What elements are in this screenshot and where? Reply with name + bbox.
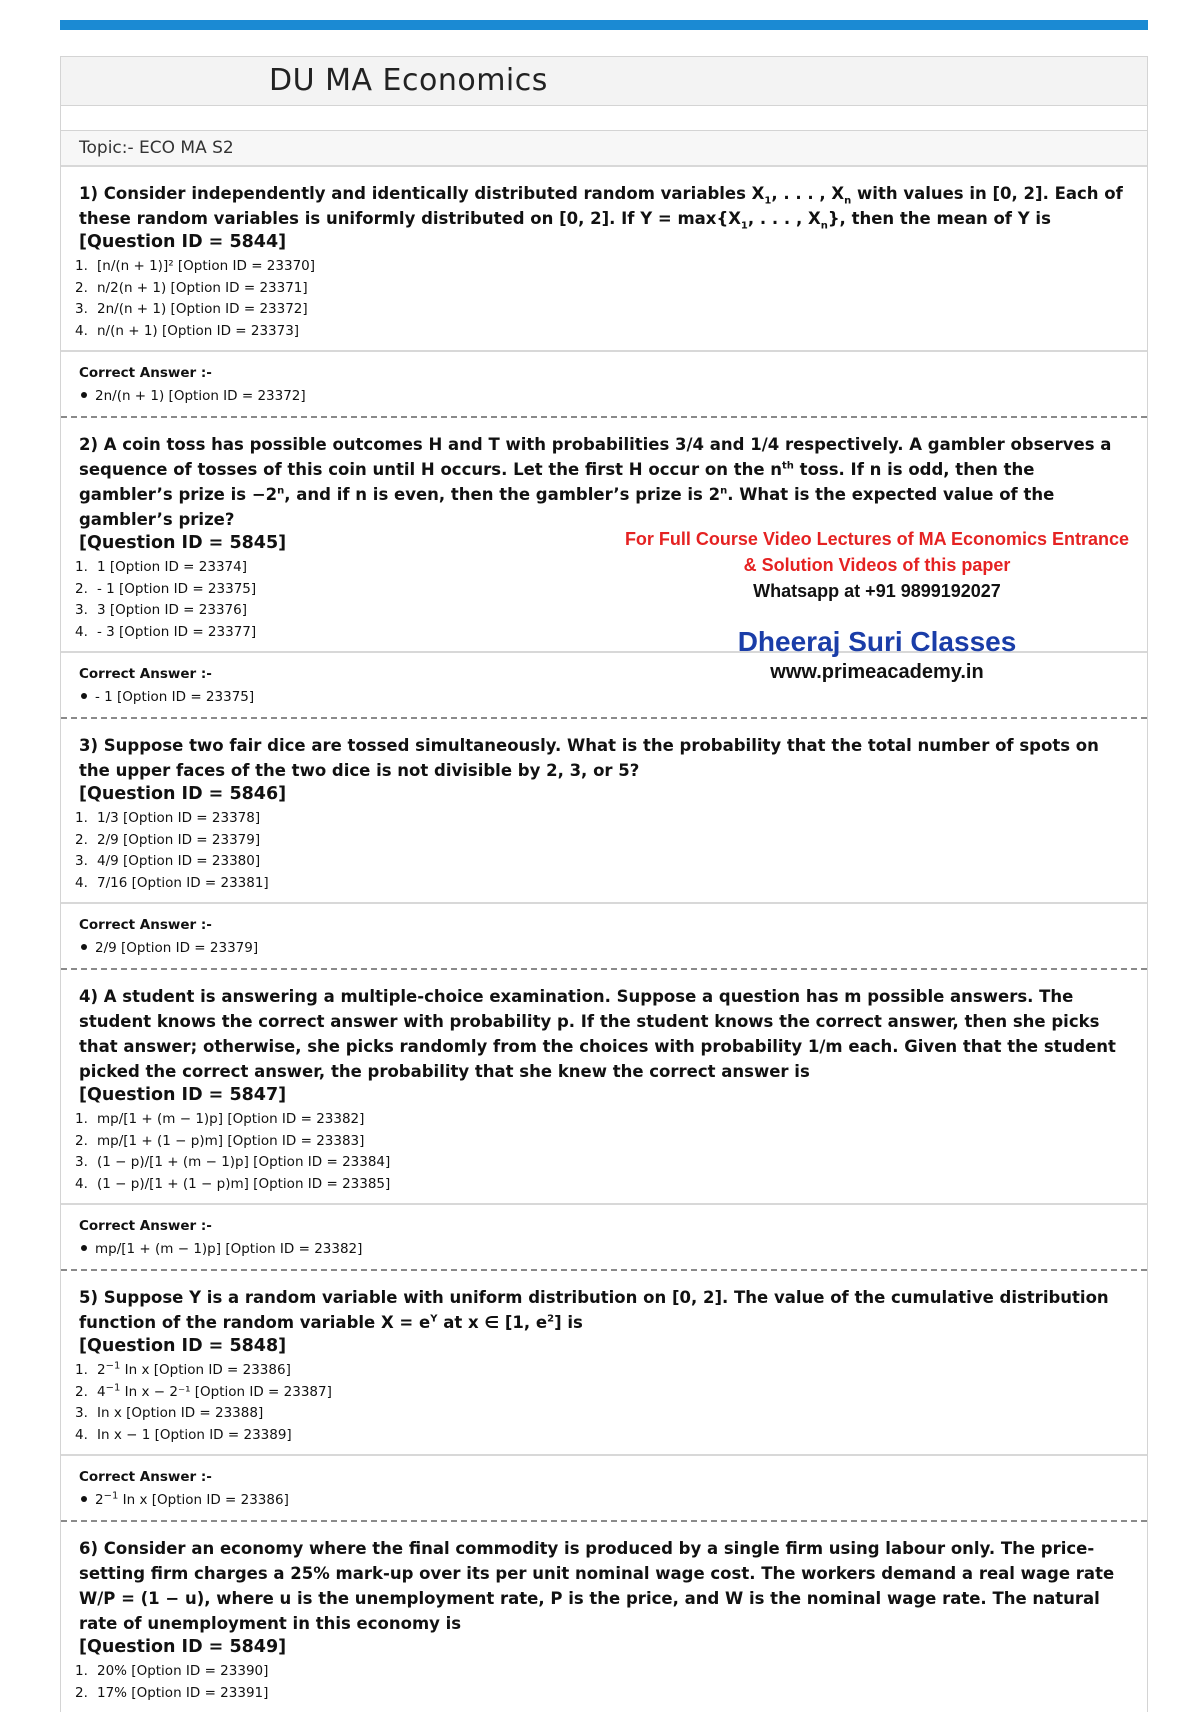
correct-answer: - 1 [Option ID = 23375]	[79, 685, 1129, 709]
bullet-icon	[81, 944, 87, 950]
option-item[interactable]: 3. In x [Option ID = 23388]	[75, 1405, 264, 1421]
bullet-icon	[81, 1496, 87, 1502]
question-block	[61, 719, 1147, 904]
option-item[interactable]: 2. mp/[1 + (1 − p)m] [Option ID = 23383]	[75, 1132, 365, 1149]
option-item[interactable]: 2. $4^{-1}$ In x − 2⁻¹ [Option ID = 23387]	[75, 1382, 332, 1400]
option-item[interactable]: 4. 7/16 [Option ID = 23381]	[75, 874, 269, 891]
question-text: 2) A coin toss has possible outcomes H and T with probabilities 3/4 and 1/4 respectively. A gambler observes a sequence of tosses of this coin until H occurs. Let the first H occur on the $n^{th}$ toss. If n is odd, then the gambler’s prize is $-2^n$, and if n is even, then the gambler’s prize is 2$^n$. What is the expected value of the gambler’s prize?	[79, 435, 1112, 529]
answer-block	[61, 1205, 1147, 1271]
correct-answer-label: Correct Answer :-	[79, 1218, 212, 1234]
top-accent-bar	[60, 20, 1148, 30]
option-item[interactable]: 3. 3 [Option ID = 23376]	[75, 602, 247, 618]
answer-block	[61, 904, 1147, 970]
question-id: [Question ID = 5848]	[79, 1336, 287, 1356]
promo-whatsapp: Whatsapp at +91 9899192027	[753, 581, 1001, 601]
option-item[interactable]: 2. 2/9 [Option ID = 23379]	[75, 831, 261, 848]
option-item[interactable]: 3. 4/9 [Option ID = 23380]	[75, 853, 261, 869]
question-text: 5) Suppose Y is a random variable with uniform distribution on [0, 2]. The value of the cumulative distribution function of the random variable $X = e^Y$ at x ∈ [1, $e^2$] is	[79, 1288, 1109, 1332]
option-item[interactable]: 3. (1 − p)/[1 + (m − 1)p] [Option ID = 23384]	[75, 1154, 391, 1170]
option-item[interactable]: 4. In x − 1 [Option ID = 23389]	[75, 1426, 292, 1443]
question-id: [Question ID = 5847]	[79, 1085, 287, 1105]
option-item[interactable]: 1. [n/(n + 1)]² [Option ID = 23370]	[75, 258, 316, 274]
correct-answer-label: Correct Answer :-	[79, 917, 212, 933]
question-text: 6) Consider an economy where the final commodity is produced by a single firm using labour only. The price-setting firm charges a 25% mark-up over its per unit nominal wage cost. The workers demand a real wage rate W/P = (1 − u), where u is the unemployment rate, P is the price, and W is the nominal wage rate. The natural rate of unemployment in this economy is	[79, 1539, 1115, 1633]
options-list	[75, 808, 1129, 894]
option-item[interactable]: 1. mp/[1 + (m − 1)p] [Option ID = 23382]	[75, 1111, 365, 1127]
promo-overlay	[620, 526, 1134, 686]
option-item[interactable]: 1. 1/3 [Option ID = 23378]	[75, 810, 261, 826]
correct-answer-label: Correct Answer :-	[79, 1469, 212, 1485]
bullet-icon	[81, 1245, 87, 1251]
spacer-row	[61, 106, 1147, 131]
answer-block	[61, 352, 1147, 418]
option-item[interactable]: 2. - 1 [Option ID = 23375]	[75, 580, 257, 597]
page-title: DU MA Economics	[269, 63, 548, 98]
topic-row	[61, 131, 1147, 167]
options-list	[75, 1360, 1129, 1446]
options-list	[75, 256, 1129, 342]
title-row	[61, 57, 1147, 106]
option-item[interactable]: 1. 1 [Option ID = 23374]	[75, 559, 247, 575]
question-paper	[60, 56, 1148, 1712]
correct-answer: $2^{-1}$ In x [Option ID = 23386]	[79, 1488, 1129, 1512]
question-text: 4) A student is answering a multiple-choice examination. Suppose a question has m possible answers. The student knows the correct answer with probability p. If the student knows the correct answer, then she picks that answer; otherwise, she picks randomly from the choices with probability 1/m each. Given that the student picked the correct answer, the probability that she knew the correct answer is	[79, 987, 1116, 1081]
question-id: [Question ID = 5849]	[79, 1637, 287, 1657]
options-list	[75, 1109, 1129, 1195]
option-item[interactable]: 4. - 3 [Option ID = 23377]	[75, 623, 257, 640]
question-text: 1) Consider independently and identically distributed random variables $X_1$, . . . , $X_n$ with values in [0, 2]. Each of these random variables is uniformly distributed on [0, 2]. If $Y = \max\{X_1$, . . . , $X_n$}, then the mean of Y is	[79, 184, 1123, 232]
correct-answer-label: Correct Answer :-	[79, 666, 212, 682]
topic-label: Topic:- ECO MA S2	[79, 138, 234, 158]
promo-brand: Dheeraj Suri Classes	[737, 626, 1017, 657]
promo-website[interactable]: www.primeacademy.in	[770, 661, 984, 683]
question-block	[61, 1271, 1147, 1456]
option-item[interactable]: 2. 17% [Option ID = 23391]	[75, 1684, 269, 1701]
question-id: [Question ID = 5844]	[79, 232, 287, 252]
correct-answer: 2n/(n + 1) [Option ID = 23372]	[79, 384, 1129, 408]
question-block	[61, 167, 1147, 352]
question-id: [Question ID = 5846]	[79, 784, 287, 804]
promo-line-2: & Solution Videos of this paper	[743, 555, 1011, 575]
option-item[interactable]: 1. $2^{-1}$ In x [Option ID = 23386]	[75, 1360, 291, 1378]
question-block	[61, 1522, 1147, 1712]
option-item[interactable]: 3. 2n/(n + 1) [Option ID = 23372]	[75, 301, 308, 317]
option-item[interactable]: 2. n/2(n + 1) [Option ID = 23371]	[75, 279, 308, 296]
bullet-icon	[81, 392, 87, 398]
question-id: [Question ID = 5845]	[79, 533, 287, 553]
bullet-icon	[81, 693, 87, 699]
option-item[interactable]: 4. (1 − p)/[1 + (1 − p)m] [Option ID = 23385]	[75, 1175, 391, 1192]
answer-block	[61, 1456, 1147, 1522]
option-item[interactable]: 4. n/(n + 1) [Option ID = 23373]	[75, 322, 300, 339]
question-text: 3) Suppose two fair dice are tossed simultaneously. What is the probability that the total number of spots on the upper faces of the two dice is not divisible by 2, 3, or 5?	[79, 736, 1099, 780]
promo-line-1: For Full Course Video Lectures of MA Economics Entrance	[624, 529, 1130, 549]
question-block	[61, 970, 1147, 1205]
correct-answer: 2/9 [Option ID = 23379]	[79, 936, 1129, 960]
correct-answer-label: Correct Answer :-	[79, 365, 212, 381]
option-item[interactable]: 1. 20% [Option ID = 23390]	[75, 1663, 269, 1679]
correct-answer: mp/[1 + (m − 1)p] [Option ID = 23382]	[79, 1237, 1129, 1261]
